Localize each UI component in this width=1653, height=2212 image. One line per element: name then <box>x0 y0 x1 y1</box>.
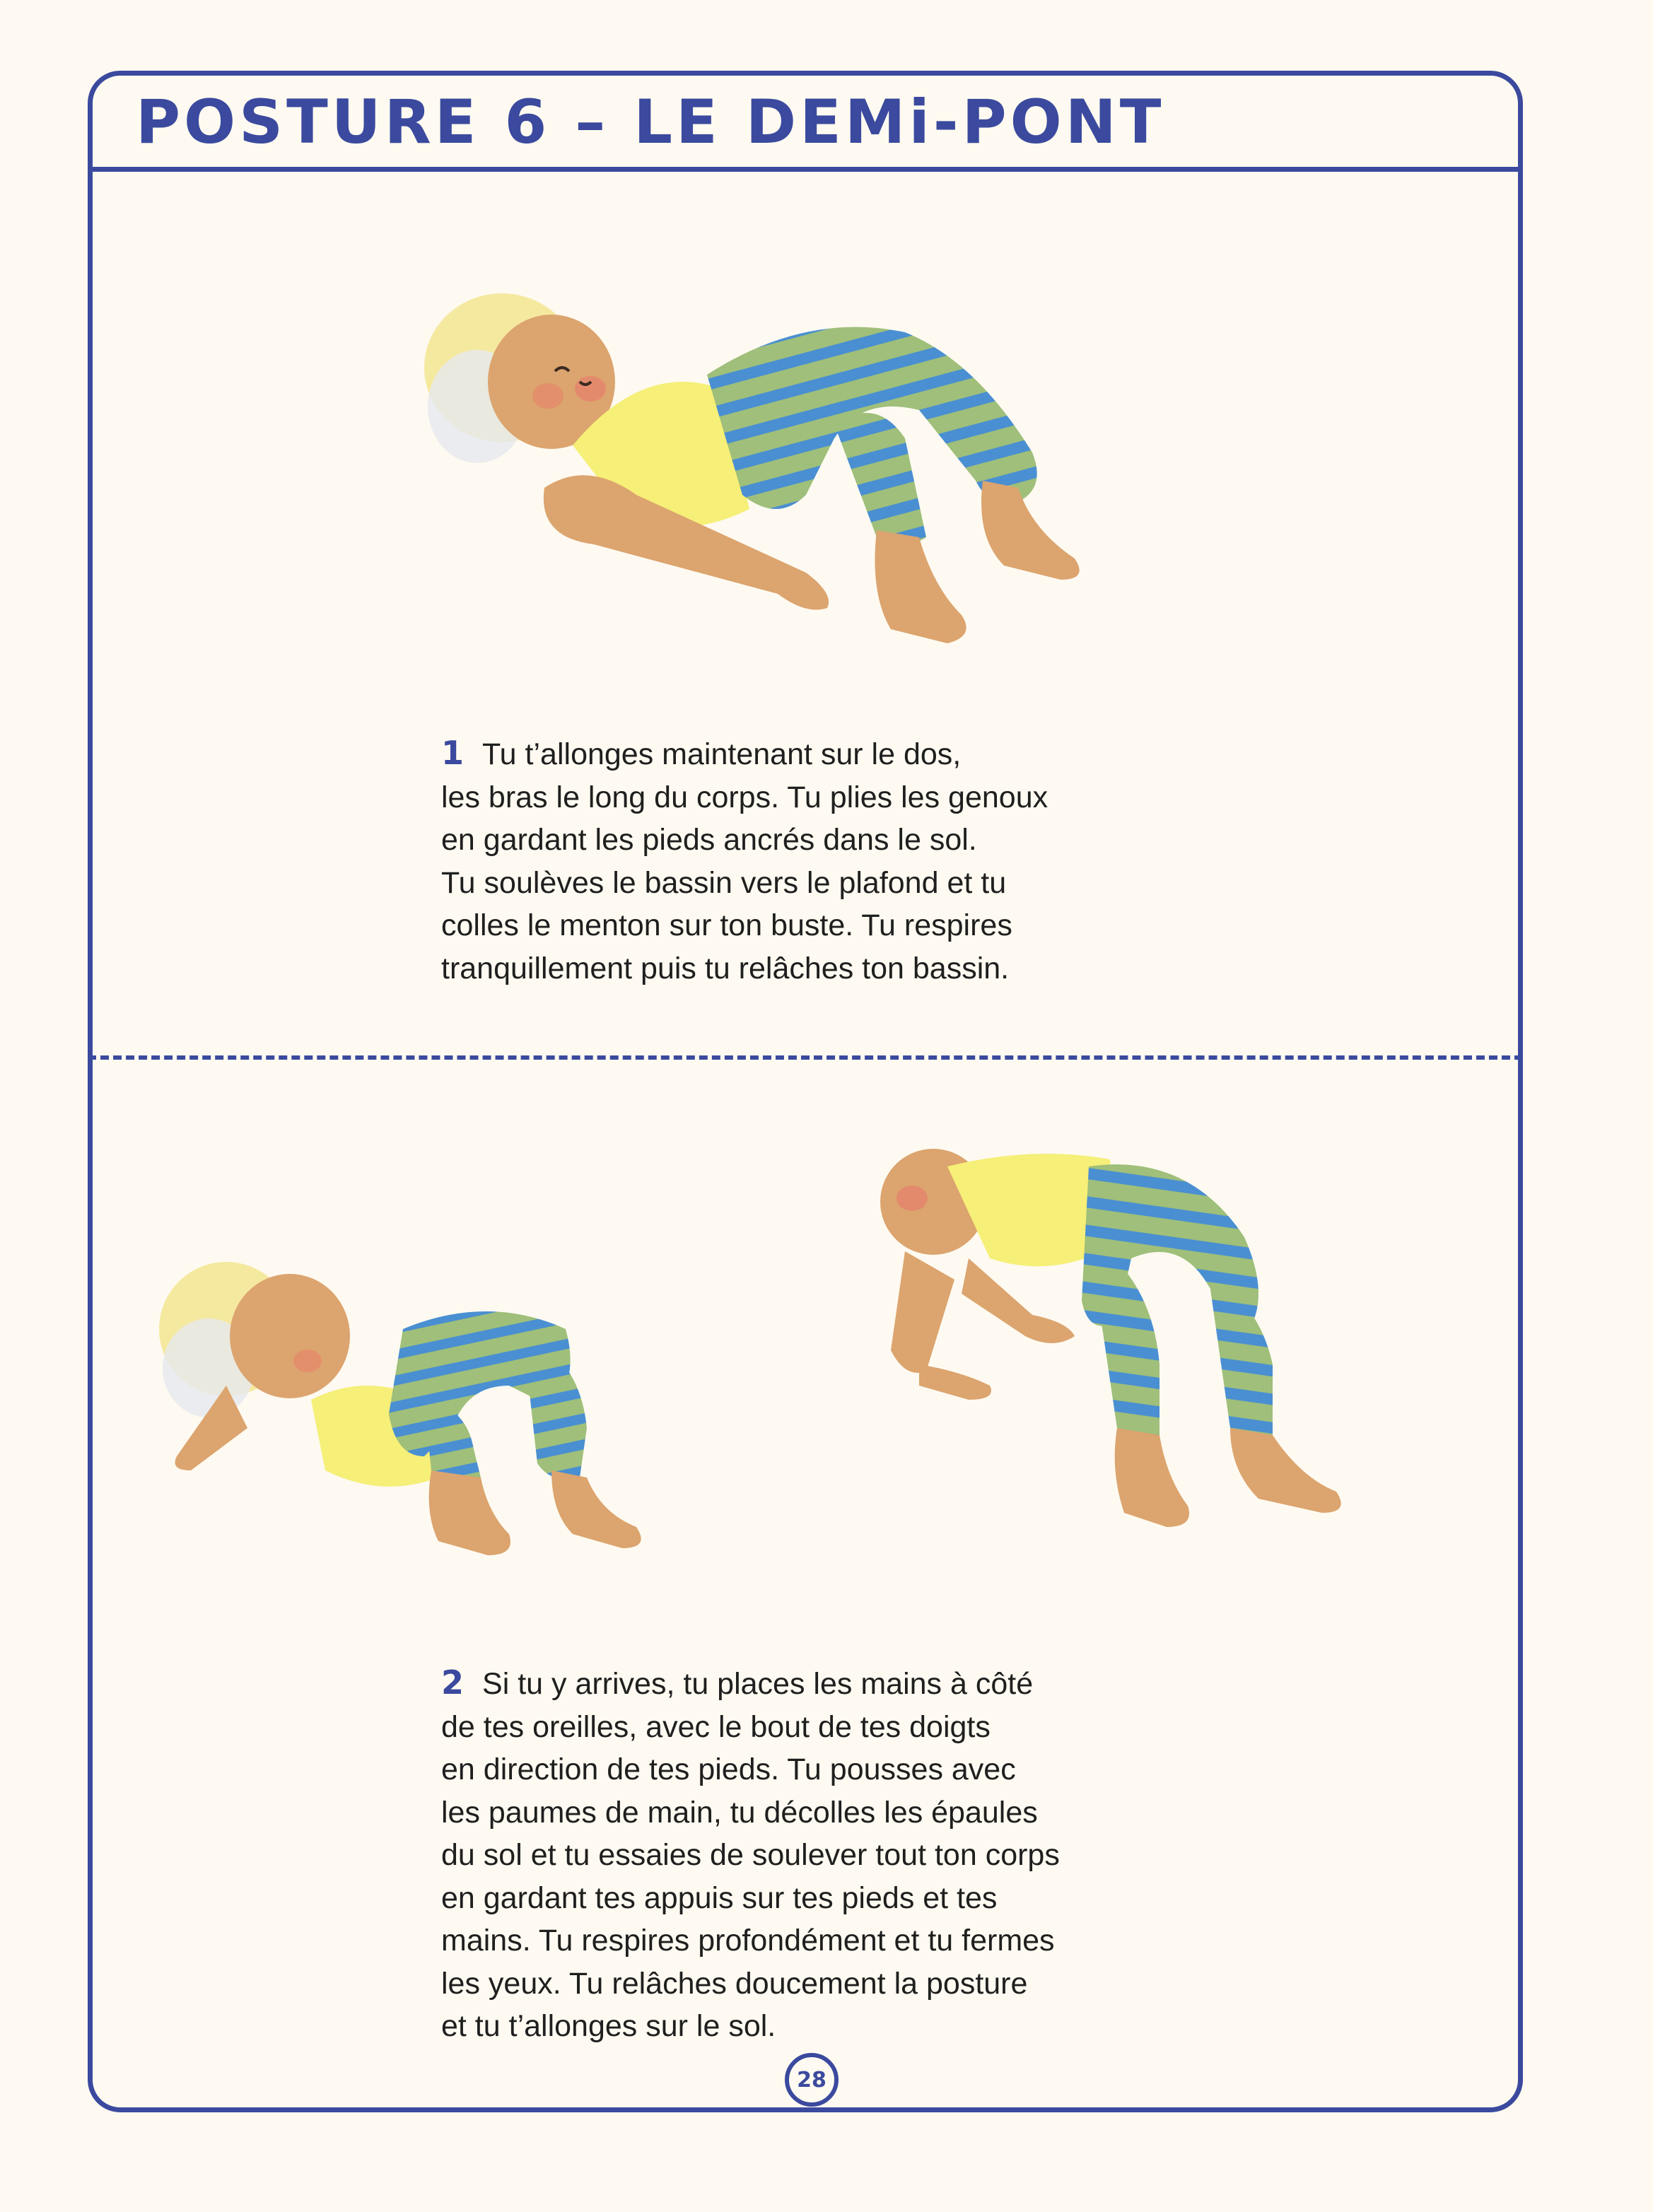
page-title: POSTURE 6 – LE DEMi-PONT <box>136 87 1165 158</box>
page-number: 28 <box>785 2053 839 2107</box>
step-1-line-4: Tu soulèves le bassin vers le plafond et tu <box>441 865 1007 900</box>
step-2-line-2: de tes oreilles, avec le bout de tes doigts <box>441 1709 991 1744</box>
step-2-line-1: Si tu y arrives, tu places les mains à côté <box>482 1667 1034 1701</box>
title-divider <box>88 167 1523 172</box>
step-1-line-2: les bras le long du corps. Tu plies les genoux <box>441 780 1049 814</box>
step-2-line-6: en gardant tes appuis sur tes pieds et tes <box>441 1880 998 1915</box>
illustration-full-bridge <box>877 1138 1456 1576</box>
step-1-line-5: colles le menton sur ton buste. Tu respires <box>441 908 1012 942</box>
section-divider <box>88 1055 1523 1060</box>
step-2-line-3: en direction de tes pieds. Tu pousses avec <box>441 1752 1016 1786</box>
step-1-text <box>441 732 1048 990</box>
step-2-line-9: et tu t’allonges sur le sol. <box>441 2009 776 2043</box>
step-2-line-7: mains. Tu respires profondément et tu fermes <box>441 1924 1055 1958</box>
illustration-half-bridge <box>410 283 1160 679</box>
step-1-line-6: tranquillement puis tu relâches ton bassin. <box>441 951 1010 985</box>
step-2-text <box>441 1661 1060 2048</box>
step-1-line-1: Tu t’allonges maintenant sur le dos, <box>482 737 962 771</box>
illustration-hands-by-ears <box>156 1244 778 1584</box>
step-2-number: 2 <box>441 1663 465 1702</box>
step-2-line-8: les yeux. Tu relâches doucement la posture <box>441 1966 1028 2001</box>
step-1-number: 1 <box>441 734 465 772</box>
step-1-line-3: en gardant les pieds ancrés dans le sol. <box>441 823 977 857</box>
step-2-line-5: du sol et tu essaies de soulever tout ton corps <box>441 1838 1060 1872</box>
step-2-line-4: les paumes de main, tu décolles les épaules <box>441 1795 1038 1830</box>
